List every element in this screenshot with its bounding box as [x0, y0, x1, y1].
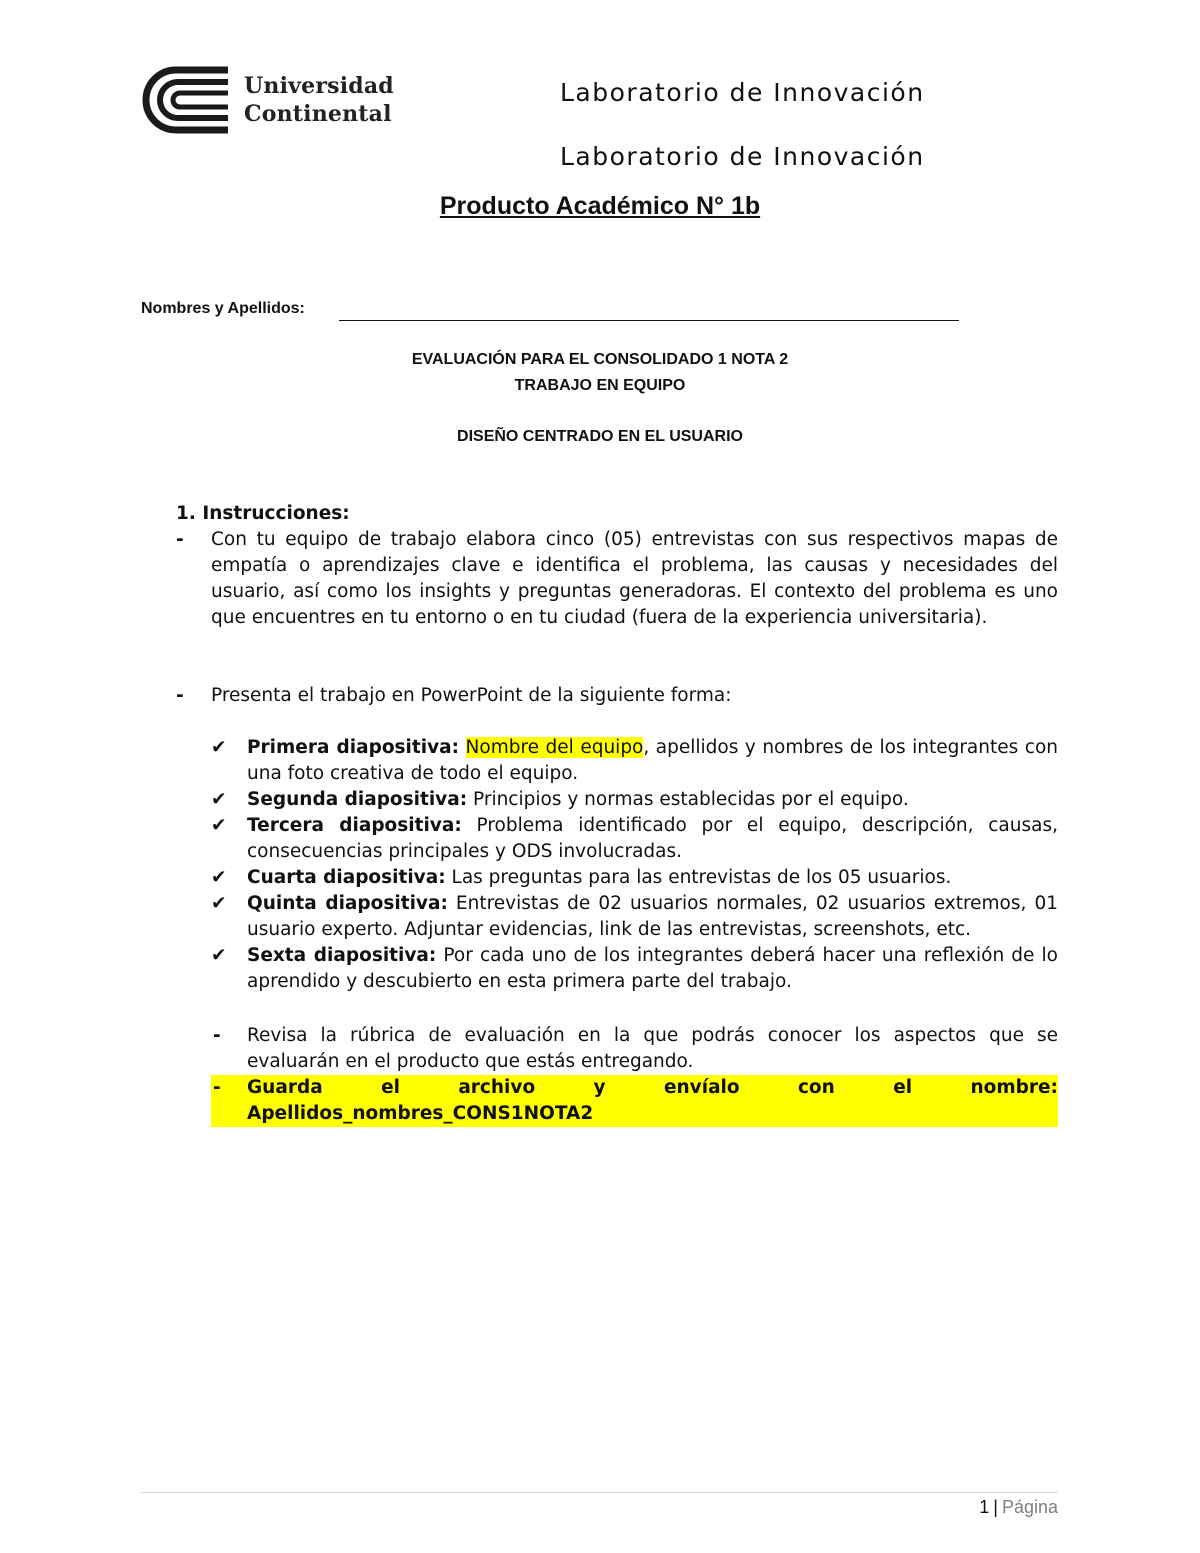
names-label: Nombres y Apellidos: — [141, 300, 305, 317]
header-title-2: Laboratorio de Innovación — [560, 142, 925, 171]
slide-checklist — [211, 735, 1058, 995]
footer-separator: | — [993, 1497, 998, 1517]
save-filename: Apellidos_nombres_CONS1NOTA2 — [247, 1103, 594, 1124]
page-label: Página — [1001, 1497, 1058, 1517]
logo-wordmark — [244, 72, 394, 128]
page-number: 1 — [979, 1497, 990, 1517]
checkmark-icon: ✔ — [211, 789, 227, 810]
list-item — [211, 943, 1058, 995]
slide-title: Tercera diapositiva: — [247, 815, 462, 836]
slide-text: Por cada uno de los integrantes deberá hacer una reflexión de lo aprendido y descubierto en esta primera parte del trabajo. — [247, 945, 1058, 992]
save-word: y — [593, 1077, 606, 1098]
checkmark-icon: ✔ — [211, 867, 227, 888]
review-text: Revisa la rúbrica de evaluación en la que podrás conocer los aspectos que se evaluarán en el producto que estás entregando. — [247, 1025, 1058, 1072]
continental-emblem-icon — [140, 66, 240, 134]
checkmark-icon: ✔ — [211, 945, 227, 966]
team-heading: TRABAJO EN EQUIPO — [514, 377, 686, 394]
checkmark-icon: ✔ — [211, 893, 227, 914]
slide-title: Cuarta diapositiva: — [247, 867, 446, 888]
list-item — [211, 813, 1058, 865]
save-word: Guarda — [247, 1077, 323, 1098]
highlighted-text: Nombre del equipo — [465, 737, 644, 758]
footer-divider — [141, 1492, 1058, 1493]
product-title: Producto Académico N° 1b — [439, 192, 761, 220]
bullet-dash: - — [176, 685, 184, 706]
slide-title: Sexta diapositiva: — [247, 945, 437, 966]
save-word: con — [797, 1077, 835, 1098]
bullet-dash: - — [176, 529, 184, 550]
slide-text: Principios y normas establecidas por el equipo. — [467, 789, 909, 810]
slide-text: , apellidos y nombres de los integrantes con una foto creativa de todo el equipo. — [247, 737, 1058, 784]
page-footer — [979, 1497, 1058, 1518]
logo-line-2: Continental — [244, 101, 392, 127]
save-word: el — [381, 1077, 400, 1098]
bullet-dash: - — [213, 1077, 221, 1098]
names-blank-line — [339, 320, 959, 321]
slide-text: Entrevistas de 02 usuarios normales, 02 usuarios extremos, 01 usuario experto. Adjuntar evidencias, link de las entrevistas, screenshots, etc. — [247, 893, 1058, 940]
instructions-paragraph-1: Con tu equipo de trabajo elabora cinco (05) entrevistas con sus respectivos mapas de empatía o aprendizajes clave e identifica el problema, las causas y necesidades del usuario, así como los insights y preguntas generadoras. El contexto del problema es uno que encuentres en tu entorno o en tu ciudad (fuera de la experiencia universitaria). — [211, 529, 1058, 628]
logo-line-1: Universidad — [244, 73, 394, 99]
evaluation-heading: EVALUACIÓN PARA EL CONSOLIDADO 1 NOTA 2 — [411, 351, 789, 368]
list-item — [211, 1023, 1058, 1075]
slide-title: Segunda diapositiva: — [247, 789, 468, 810]
checkmark-icon: ✔ — [211, 815, 227, 836]
save-words — [247, 1075, 1058, 1101]
bullet-dash: - — [213, 1025, 221, 1046]
design-heading: DISEÑO CENTRADO EN EL USUARIO — [457, 428, 743, 445]
slide-title: Primera diapositiva: — [247, 737, 460, 758]
header-title-1: Laboratorio de Innovación — [560, 78, 925, 107]
slide-text: Las preguntas para las entrevistas de los 05 usuarios. — [445, 867, 952, 888]
slide-title: Quinta diapositiva: — [247, 893, 448, 914]
slide-text: Problema identificado por el equipo, descripción, causas, consecuencias principales y ODS involucradas. — [247, 815, 1058, 862]
instructions-title: 1. Instrucciones: — [176, 503, 350, 524]
save-word: nombre: — [970, 1077, 1058, 1098]
save-word: archivo — [458, 1077, 536, 1098]
university-logo — [140, 66, 394, 136]
final-notes — [211, 1023, 1058, 1127]
list-item — [211, 891, 1058, 943]
save-instruction — [211, 1075, 1058, 1127]
list-item — [211, 787, 1058, 813]
save-instruction-line-1 — [211, 1075, 1058, 1101]
checkmark-icon: ✔ — [211, 737, 227, 758]
save-instruction-line-2 — [211, 1101, 1058, 1127]
list-item — [211, 865, 1058, 891]
save-word: envíalo — [663, 1077, 740, 1098]
save-word: el — [893, 1077, 913, 1098]
list-item — [211, 735, 1058, 787]
instructions-paragraph-2: Presenta el trabajo en PowerPoint de la siguiente forma: — [211, 685, 732, 706]
